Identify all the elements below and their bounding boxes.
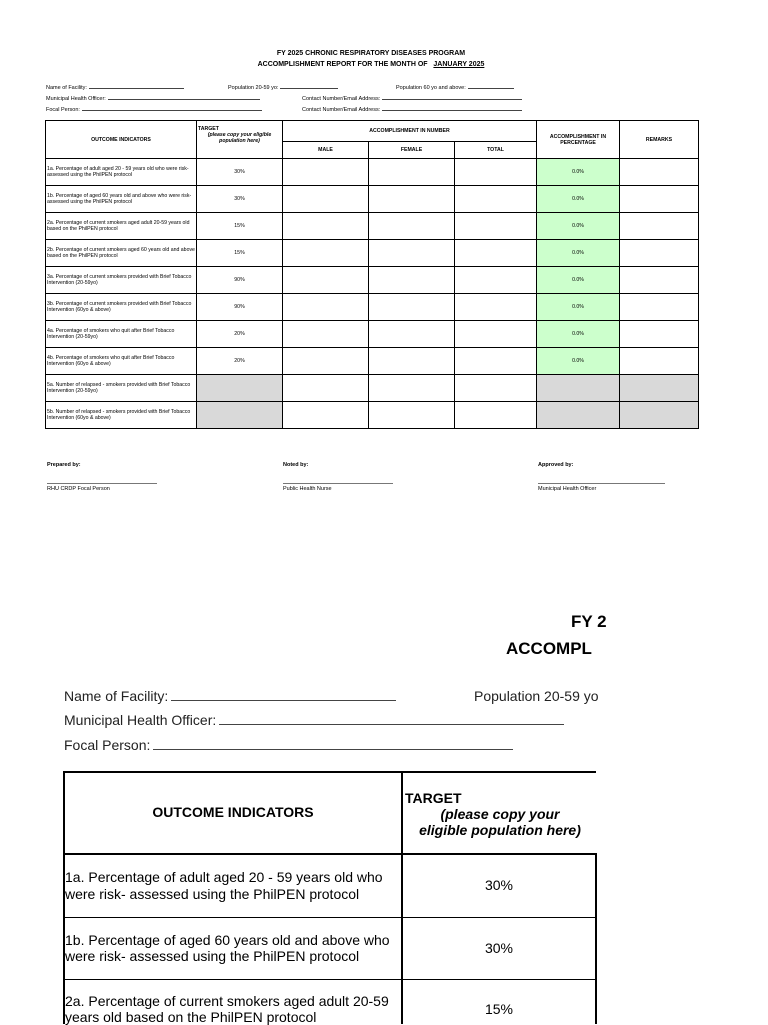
total-cell[interactable] [455,348,537,375]
contact2-field[interactable] [302,105,522,113]
target-cell[interactable]: 20% [197,321,283,348]
target-cell[interactable] [197,375,283,402]
zoom-row3-indicator-line2: years old based on the PhilPEN protocol [65,1009,317,1025]
header-target-label: TARGET [198,126,219,132]
header-accomp-number: ACCOMPLISHMENT IN NUMBER [283,121,537,142]
header-target-note: (please copy your eligible population here) [207,132,272,144]
percentage-cell: 0.0% [537,267,620,294]
target-cell[interactable]: 30% [197,186,283,213]
total-cell[interactable] [455,240,537,267]
zoom-table-top-border [63,771,596,773]
table-row [46,186,699,213]
target-cell[interactable]: 90% [197,267,283,294]
zoom-header-target: TARGET [405,790,462,806]
target-cell[interactable] [197,402,283,429]
target-cell[interactable]: 30% [197,159,283,186]
facility-label: Name of Facility: [46,85,87,91]
remarks-cell[interactable] [620,186,699,213]
female-cell[interactable] [369,267,455,294]
zoom-table-right-border [595,853,597,1024]
total-cell[interactable] [455,213,537,240]
percentage-cell: 0.0% [537,348,620,375]
report-subtitle [0,61,742,68]
facility-field[interactable] [46,83,184,91]
total-cell[interactable] [455,267,537,294]
total-cell[interactable] [455,321,537,348]
zoom-header-target-note1: (please copy your [440,806,560,822]
percentage-cell: 0.0% [537,240,620,267]
female-cell[interactable] [369,294,455,321]
remarks-cell[interactable] [620,240,699,267]
total-cell[interactable] [455,375,537,402]
header-accomp-pct: ACCOMPLISHMENT IN PERCENTAGE [537,121,620,159]
percentage-cell: 0.0% [537,213,620,240]
zoom-row3-indicator-line1: 2a. Percentage of current smokers aged adult 20-59 [65,993,389,1009]
approved-role: Municipal Health Officer [538,486,597,492]
female-cell[interactable] [369,375,455,402]
female-cell[interactable] [369,213,455,240]
zoom-header-target-note2: eligible population here) [419,822,581,838]
pop-60-field[interactable] [396,83,514,91]
pop-20-59-label: Population 20-59 yo: [228,85,279,91]
zoom-row2-border [63,979,597,980]
female-cell[interactable] [369,240,455,267]
female-cell[interactable] [369,321,455,348]
approved-label: Approved by: [538,462,574,468]
remarks-cell[interactable] [620,213,699,240]
report-month: JANUARY 2025 [433,61,485,68]
indicator-cell: 2a. Percentage of current smokers aged adult 20-59 years old based on the PhilPEN protocol [46,213,197,240]
remarks-cell[interactable] [620,321,699,348]
zoom-facility-field[interactable] [64,688,396,704]
prepared-signature-line[interactable] [47,483,157,484]
percentage-cell [537,375,620,402]
female-cell[interactable] [369,348,455,375]
zoom-table-col-divider [401,771,403,1024]
remarks-cell[interactable] [620,159,699,186]
total-cell[interactable] [455,159,537,186]
female-cell[interactable] [369,402,455,429]
noted-signature-line[interactable] [283,483,393,484]
remarks-cell[interactable] [620,267,699,294]
table-row [46,402,699,429]
subtitle-prefix: ACCOMPLISHMENT REPORT FOR THE MONTH OF [257,61,428,68]
prepared-label: Prepared by: [47,462,81,468]
header-remarks: REMARKS [620,121,699,159]
noted-role: Public Health Nurse [283,486,332,492]
indicator-cell: 3a. Percentage of current smokers provided with Brief Tobacco Intervention (20-59yo) [46,267,197,294]
total-cell[interactable] [455,402,537,429]
female-cell[interactable] [369,159,455,186]
target-cell[interactable]: 15% [197,213,283,240]
zoom-pop-label: Population 20-59 yo [474,688,599,704]
indicator-cell: 5b. Number of relapsed - smokers provided with Brief Tobacco Intervention (60yo & above) [46,402,197,429]
percentage-cell: 0.0% [537,294,620,321]
remarks-cell[interactable] [620,294,699,321]
table-row [46,294,699,321]
remarks-cell[interactable] [620,348,699,375]
remarks-cell[interactable] [620,375,699,402]
pop-60-label: Population 60 yo and above: [396,85,466,91]
target-cell[interactable]: 15% [197,240,283,267]
zoom-title-2: ACCOMPL [506,639,592,658]
zoom-focal-field[interactable] [64,737,513,753]
table-row [46,375,699,402]
contact1-field[interactable] [302,94,522,102]
zoom-row1-indicator-line1: 1a. Percentage of adult aged 20 - 59 years old who [65,869,383,885]
header-outcome: OUTCOME INDICATORS [46,121,197,159]
table-row [46,267,699,294]
male-cell[interactable] [283,348,369,375]
zoom-mho-label: Municipal Health Officer: [64,712,217,728]
male-cell[interactable] [283,375,369,402]
male-cell[interactable] [283,294,369,321]
total-cell[interactable] [455,186,537,213]
table-row [46,159,699,186]
zoom-row2-target: 30% [484,940,514,956]
target-cell[interactable]: 20% [197,348,283,375]
male-cell[interactable] [283,213,369,240]
zoom-row1-border [63,917,597,918]
percentage-cell: 0.0% [537,159,620,186]
zoom-row2-indicator-line2: were risk- assessed using the PhilPEN protocol [65,948,360,964]
table-row [46,213,699,240]
indicator-cell: 2b. Percentage of current smokers aged 60 years old and above based on the PhilPEN protocol [46,240,197,267]
accomplishment-table [45,120,699,429]
zoom-title-1: FY 2 [571,612,607,631]
zoom-row3-target: 15% [484,1001,514,1017]
indicator-cell: 4b. Percentage of smokers who quit after Brief Tobacco Intervention (60yo & above) [46,348,197,375]
male-cell[interactable] [283,186,369,213]
percentage-cell: 0.0% [537,321,620,348]
contact1-label: Contact Number/Email Address: [302,96,381,102]
zoom-header-outcome: OUTCOME INDICATORS [152,804,314,820]
table-row [46,240,699,267]
male-cell[interactable] [283,159,369,186]
table-row [46,348,699,375]
zoom-mho-field[interactable] [64,712,564,728]
zoom-focal-label: Focal Person: [64,737,151,753]
indicator-cell: 4a. Percentage of smokers who quit after Brief Tobacco Intervention (20-59yo) [46,321,197,348]
approved-signature-line[interactable] [538,483,665,484]
target-cell[interactable]: 90% [197,294,283,321]
focal-label: Focal Person: [46,107,80,113]
male-cell[interactable] [283,321,369,348]
header-male: MALE [283,142,369,159]
focal-field[interactable] [46,105,262,113]
zoom-row1-indicator-line2: were risk- assessed using the PhilPEN protocol [65,886,360,902]
header-female: FEMALE [369,142,455,159]
female-cell[interactable] [369,186,455,213]
pop-20-59-field[interactable] [228,83,338,91]
indicator-cell: 3b. Percentage of current smokers provided with Brief Tobacco Intervention (60yo & above) [46,294,197,321]
header-total: TOTAL [455,142,537,159]
male-cell[interactable] [283,402,369,429]
zoom-row1-target: 30% [484,877,514,893]
noted-label: Noted by: [283,462,309,468]
zoom-facility-label: Name of Facility: [64,688,169,704]
male-cell[interactable] [283,240,369,267]
header-target [197,121,283,159]
male-cell[interactable] [283,267,369,294]
indicator-cell: 1a. Percentage of adult aged 20 - 59 years old who were risk- assessed using the PhilPEN protocol [46,159,197,186]
prepared-role: RHU CRDP Focal Person [47,486,110,492]
indicator-cell: 1b. Percentage of aged 60 years old and above who were risk- assessed using the PhilPEN protocol [46,186,197,213]
mho-field[interactable] [46,94,260,102]
report-title: FY 2025 CHRONIC RESPIRATORY DISEASES PROGRAM [276,50,466,57]
percentage-cell: 0.0% [537,186,620,213]
remarks-cell[interactable] [620,402,699,429]
contact2-label: Contact Number/Email Address: [302,107,381,113]
indicator-cell: 5a. Number of relapsed - smokers provided with Brief Tobacco Intervention (20-59yo) [46,375,197,402]
zoom-header-bottom-border [63,853,597,855]
mho-label: Municipal Health Officer: [46,96,106,102]
total-cell[interactable] [455,294,537,321]
zoom-row2-indicator-line1: 1b. Percentage of aged 60 years old and above who [65,932,390,948]
percentage-cell [537,402,620,429]
table-row [46,321,699,348]
